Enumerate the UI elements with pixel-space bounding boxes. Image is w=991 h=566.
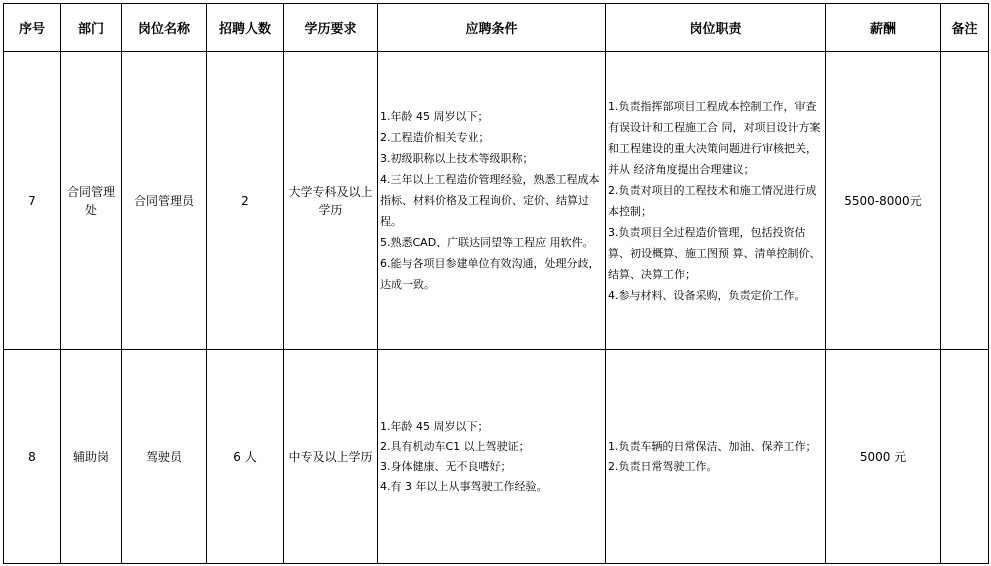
cell-remarks — [941, 350, 989, 564]
duty-item: 4.参与材料、设备采购，负责定价工作。 — [608, 288, 806, 302]
cell-position: 驾驶员 — [122, 350, 207, 564]
header-edu: 学历要求 — [284, 4, 378, 52]
header-salary: 薪酬 — [826, 4, 941, 52]
header-duties: 岗位职责 — [606, 4, 826, 52]
requirement-item: 6.能与各项目参建单位有效沟通，处理分歧，达成一致。 — [380, 257, 600, 291]
cell-count: 2 — [207, 52, 284, 350]
cell-seq: 8 — [4, 350, 61, 564]
cell-salary: 5000 元 — [826, 350, 941, 564]
cell-position: 合同管理员 — [122, 52, 207, 350]
cell-salary: 5500-8000元 — [826, 52, 941, 350]
cell-edu: 中专及以上学历 — [284, 350, 378, 564]
cell-remarks — [941, 52, 989, 350]
header-requirements: 应聘条件 — [378, 4, 606, 52]
requirement-item: 3.初级职称以上技术等级职称； — [380, 152, 534, 165]
table-row — [4, 350, 989, 564]
cell-duties — [606, 350, 826, 564]
cell-seq: 7 — [4, 52, 61, 350]
header-row — [4, 4, 989, 52]
header-count: 招聘人数 — [207, 4, 284, 52]
recruitment-table — [3, 3, 989, 564]
duty-item: 3.负责项目全过程造价管理，包括投资估算、初设概算、施工图预 算、清单控制价、结算、决算工作； — [608, 225, 821, 281]
requirement-item: 1.年龄 45 周岁以下； — [380, 110, 489, 123]
duty-item: 2.负责日常驾驶工作。 — [608, 459, 718, 473]
cell-dept: 合同管理处 — [61, 52, 122, 350]
requirement-item: 1.年龄 45 周岁以下； — [380, 419, 489, 433]
duty-item: 2.负责对项目的工程技术和施工情况进行成本控制； — [608, 183, 817, 218]
duty-item: 1.负责车辆的日常保洁、加油、保养工作； — [608, 439, 817, 453]
cell-duties — [606, 52, 826, 350]
cell-requirements — [378, 350, 606, 564]
header-remarks: 备注 — [941, 4, 989, 52]
requirement-item: 2.具有机动车C1 以上驾驶证； — [380, 439, 530, 453]
header-dept: 部门 — [61, 4, 122, 52]
header-position: 岗位名称 — [122, 4, 207, 52]
header-seq: 序号 — [4, 4, 61, 52]
cell-dept: 辅助岗 — [61, 350, 122, 564]
requirement-item: 2.工程造价相关专业； — [380, 131, 490, 144]
requirement-item: 3.身体健康、无不良嗜好； — [380, 459, 512, 473]
requirement-item: 4.三年以上工程造价管理经验，熟悉工程成本指标、材料价格及工程询价、定价、结算过程。 — [380, 173, 600, 228]
cell-requirements — [378, 52, 606, 350]
cell-count: 6 人 — [207, 350, 284, 564]
duty-item: 1.负责指挥部项目工程成本控制工作，审查有误设计和工程施工合 同，对项目设计方案和工程建设的重大决策问题进行审核把关，并从 经济角度提出合理建议； — [608, 99, 821, 176]
table-row — [4, 52, 989, 350]
requirement-item: 4.有 3 年以上从事驾驶工作经验。 — [380, 479, 548, 493]
requirement-item: 5.熟悉CAD、广联达同望等工程应 用软件。 — [380, 236, 594, 249]
cell-edu: 大学专科及以上学历 — [284, 52, 378, 350]
